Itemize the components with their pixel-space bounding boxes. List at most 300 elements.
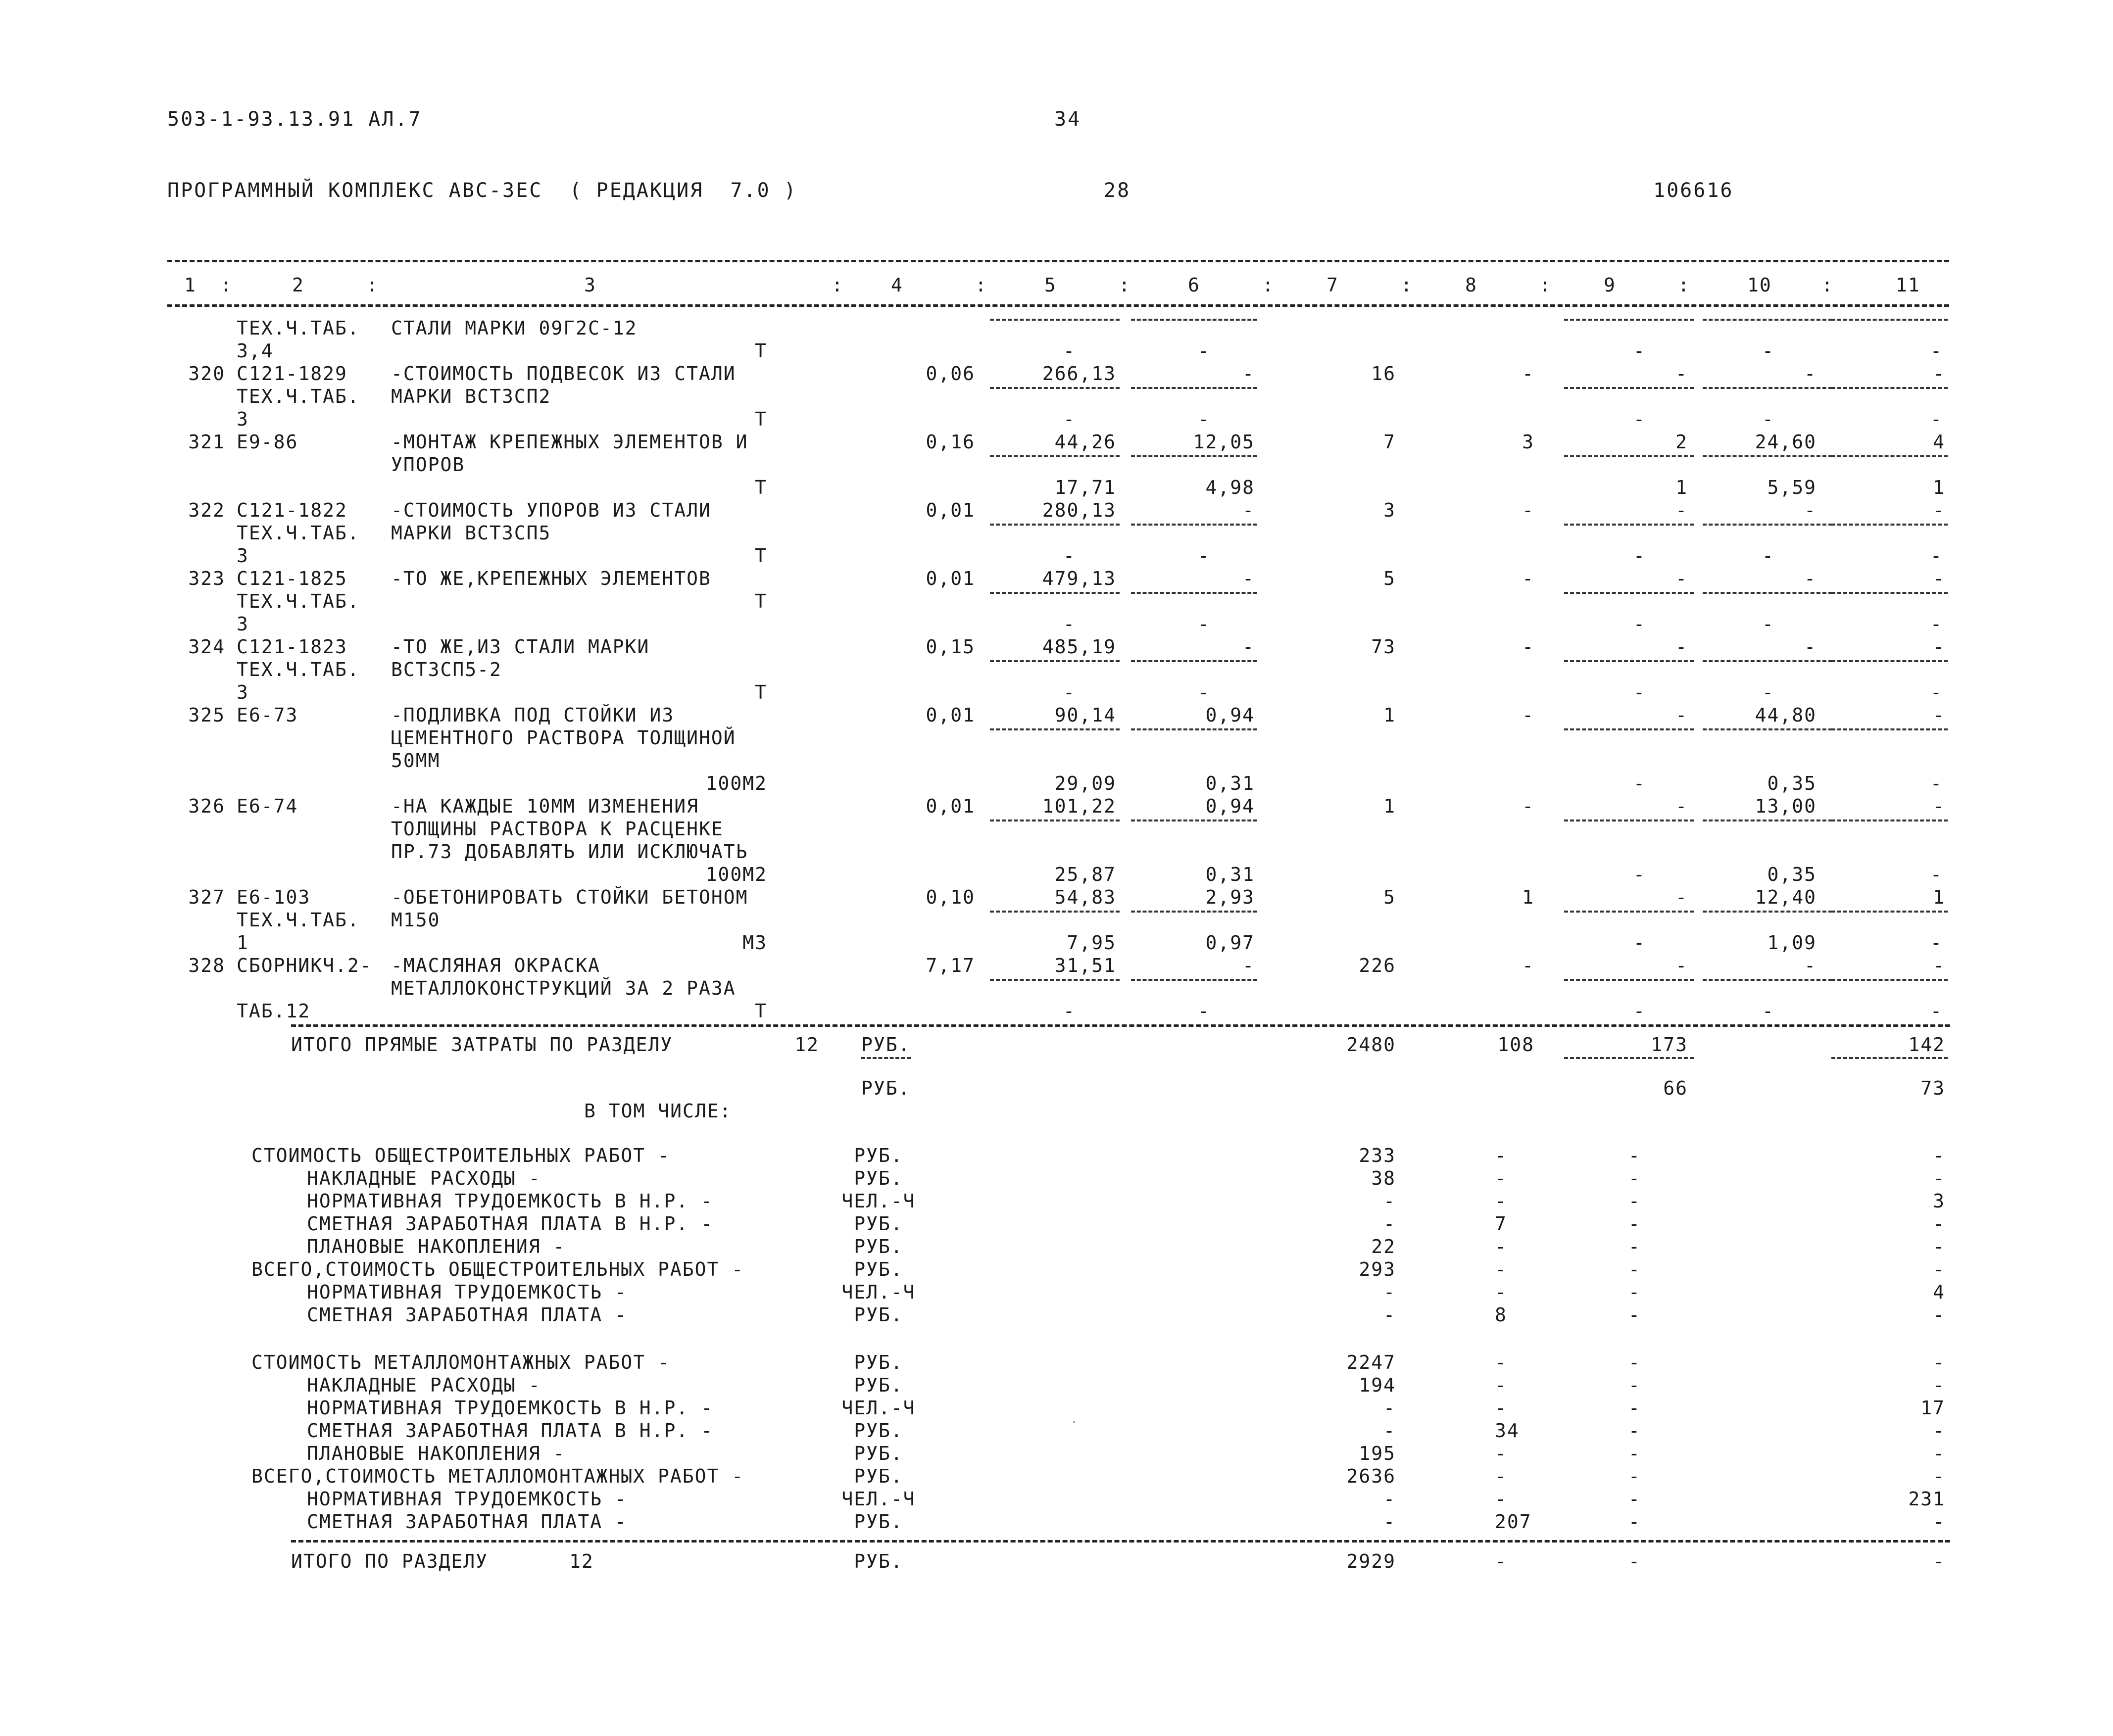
summary-unit: ЧЕЛ.-Ч <box>841 1397 916 1419</box>
sub-dash: - <box>1633 545 1646 567</box>
subline <box>990 455 1120 457</box>
item-desc-cont: ЦЕМЕНТНОГО РАСТВОРА ТОЛЩИНОЙ <box>391 727 736 749</box>
item-desc-cont: МЕТАЛЛОКОНСТРУКЦИЙ ЗА 2 РАЗА <box>391 977 736 999</box>
direct-total-sub-unit: РУБ. <box>861 1077 911 1099</box>
sub-value: 17,71 <box>1054 477 1116 498</box>
summary-v11: 3 <box>1933 1190 1945 1212</box>
summary-v7: - <box>1383 1488 1396 1510</box>
subline <box>990 660 1120 662</box>
summary-label: СМЕТНАЯ ЗАРАБОТНАЯ ПЛАТА В Н.Р. - <box>307 1213 713 1235</box>
section-rule <box>291 1024 1950 1027</box>
summary-unit: РУБ. <box>854 1443 903 1464</box>
summary-v9: - <box>1628 1420 1641 1442</box>
item-v5: 266,13 <box>1042 363 1116 385</box>
item-v7: 16 <box>1371 363 1396 385</box>
summary-unit: РУБ. <box>854 1351 903 1373</box>
item-v10: - <box>1804 363 1817 385</box>
item-code-cont: ТЕХ.Ч.ТАБ. <box>237 386 360 407</box>
summary-v8: - <box>1495 1258 1507 1280</box>
item-unit: 100М2 <box>705 864 767 885</box>
direct-total-v11: 142 <box>1908 1034 1945 1056</box>
subline <box>1831 1057 1948 1059</box>
sub-dash: - <box>1762 1000 1774 1022</box>
item-v11: - <box>1933 955 1945 976</box>
summary-v8: - <box>1495 1167 1507 1189</box>
sub-dash: - <box>1930 681 1943 703</box>
sub-dash: - <box>1930 772 1943 794</box>
sub-dash: - <box>1762 408 1774 430</box>
summary-v8: - <box>1495 1145 1507 1166</box>
summary-v9: - <box>1628 1351 1641 1373</box>
summary-label: СМЕТНАЯ ЗАРАБОТНАЯ ПЛАТА В Н.Р. - <box>307 1420 713 1442</box>
sub-dash: - <box>1198 613 1210 635</box>
section-total-v7: 2929 <box>1346 1550 1396 1572</box>
summary-v8: 207 <box>1495 1511 1532 1533</box>
subline <box>1831 979 1948 981</box>
summary-v9: - <box>1628 1304 1641 1326</box>
sub-dash: - <box>1633 408 1646 430</box>
item-qty: 0,06 <box>926 363 975 385</box>
subline <box>1831 524 1948 526</box>
item-v11: - <box>1933 568 1945 589</box>
summary-v9: - <box>1628 1511 1641 1533</box>
subline <box>1703 728 1832 730</box>
subline <box>1703 387 1832 389</box>
summary-unit: ЧЕЛ.-Ч <box>841 1488 916 1510</box>
subline <box>1131 911 1257 913</box>
summary-label: СТОИМОСТЬ МЕТАЛЛОМОНТАЖНЫХ РАБОТ - <box>251 1351 670 1373</box>
column-header: 5 <box>1044 274 1057 296</box>
doc-code: 503-1-93.13.91 АЛ.7 <box>167 108 422 131</box>
subline <box>1831 319 1948 321</box>
subline <box>1564 1057 1694 1059</box>
summary-v7: - <box>1383 1213 1396 1235</box>
item-desc: -СТОИМОСТЬ ПОДВЕСОК ИЗ СТАЛИ <box>391 363 736 385</box>
item-unit: Т <box>755 590 767 612</box>
item-code-cont: 3 <box>237 613 249 635</box>
item-unit: М3 <box>742 932 767 954</box>
column-separator: : <box>1262 274 1275 296</box>
item-desc-cont: МАРКИ ВСТ3СП5 <box>391 522 551 544</box>
item-code: Е6-73 <box>237 704 298 726</box>
subline <box>1564 387 1694 389</box>
subline <box>1831 455 1948 457</box>
summary-v8: - <box>1495 1351 1507 1373</box>
summary-v9: - <box>1628 1145 1641 1166</box>
item-v6: 12,05 <box>1193 431 1255 453</box>
item-v5: 54,83 <box>1054 886 1116 908</box>
column-header: 4 <box>891 274 903 296</box>
item-code: С121-1829 <box>237 363 347 385</box>
page-number: 34 <box>1054 108 1081 131</box>
item-desc: -СТОИМОСТЬ УПОРОВ ИЗ СТАЛИ <box>391 499 711 521</box>
summary-v11: - <box>1933 1213 1945 1235</box>
sub-dash: - <box>1930 408 1943 430</box>
item-v6: - <box>1242 499 1255 521</box>
item-v8: - <box>1522 795 1534 817</box>
sub-value: 1 <box>1933 477 1945 498</box>
summary-v8: 8 <box>1495 1304 1507 1326</box>
item-unit: Т <box>755 681 767 703</box>
item-desc-cont: УПОРОВ <box>391 454 465 476</box>
subline <box>1564 660 1694 662</box>
direct-total-v8: 108 <box>1497 1034 1534 1056</box>
summary-v8: - <box>1495 1236 1507 1257</box>
summary-v9: - <box>1628 1190 1641 1212</box>
section-total-v9: - <box>1628 1550 1641 1572</box>
sub-dash: - <box>1198 545 1210 567</box>
subline <box>1831 660 1948 662</box>
summary-v8: - <box>1495 1465 1507 1487</box>
item-code: С121-1823 <box>237 636 347 658</box>
summary-v11: - <box>1933 1465 1945 1487</box>
column-header: 10 <box>1747 274 1772 296</box>
sub-value: 29,09 <box>1054 772 1116 794</box>
column-separator: : <box>220 274 233 296</box>
item-qty: 7,17 <box>926 955 975 976</box>
item-v6: - <box>1242 636 1255 658</box>
subline <box>990 387 1120 389</box>
item-v7: 7 <box>1383 431 1396 453</box>
item-code-cont: ТЕХ.Ч.ТАБ. <box>237 317 360 339</box>
summary-unit: ЧЕЛ.-Ч <box>841 1190 916 1212</box>
sub-dash: - <box>1633 1000 1646 1022</box>
sub-dash: - <box>1930 864 1943 885</box>
section-total-section: 12 <box>569 1550 594 1572</box>
item-num: 325 <box>188 704 225 726</box>
summary-v7: - <box>1383 1304 1396 1326</box>
sub-dash: - <box>1762 613 1774 635</box>
item-desc-cont: МАРКИ ВСТ3СП2 <box>391 386 551 407</box>
item-v11: - <box>1933 363 1945 385</box>
summary-v11: - <box>1933 1145 1945 1166</box>
item-qty: 0,15 <box>926 636 975 658</box>
summary-v7: 38 <box>1371 1167 1396 1189</box>
item-v10: - <box>1804 499 1817 521</box>
summary-v8: - <box>1495 1443 1507 1464</box>
summary-v11: - <box>1933 1351 1945 1373</box>
item-v9: - <box>1675 955 1688 976</box>
sub-dash: - <box>1198 681 1210 703</box>
column-separator: : <box>1401 274 1413 296</box>
column-header: 1 <box>184 274 197 296</box>
sub-dash: - <box>1633 864 1646 885</box>
sub-dash: - <box>1633 340 1646 362</box>
item-v5: 485,19 <box>1042 636 1116 658</box>
sub-dash: - <box>1633 613 1646 635</box>
summary-unit: РУБ. <box>854 1511 903 1533</box>
column-header: 7 <box>1327 274 1339 296</box>
summary-v7: - <box>1383 1190 1396 1212</box>
subline <box>1564 820 1694 821</box>
item-v5: 44,26 <box>1054 431 1116 453</box>
column-header: 6 <box>1188 274 1200 296</box>
subline <box>1703 319 1832 321</box>
item-code-cont: 3 <box>237 681 249 703</box>
summary-unit: РУБ. <box>854 1304 903 1326</box>
item-desc: -МОНТАЖ КРЕПЕЖНЫХ ЭЛЕМЕНТОВ И <box>391 431 748 453</box>
summary-v8: 7 <box>1495 1213 1507 1235</box>
doc-number: 106616 <box>1653 179 1734 202</box>
summary-v8: 34 <box>1495 1420 1520 1442</box>
sub-dash: - <box>1063 681 1076 703</box>
item-code: СБОРНИКЧ.2- <box>237 955 372 976</box>
item-v9: 2 <box>1675 431 1688 453</box>
item-v6: 0,94 <box>1205 704 1255 726</box>
section-total-unit: РУБ. <box>854 1550 903 1572</box>
sub-dash: - <box>1930 545 1943 567</box>
item-unit: Т <box>755 545 767 567</box>
item-v5: 479,13 <box>1042 568 1116 589</box>
item-v6: - <box>1242 568 1255 589</box>
section-rule <box>291 1540 1950 1543</box>
summary-v9: - <box>1628 1465 1641 1487</box>
item-num: 321 <box>188 431 225 453</box>
subline <box>990 820 1120 821</box>
item-v9: - <box>1675 499 1688 521</box>
summary-v7: 22 <box>1371 1236 1396 1257</box>
summary-v9: - <box>1628 1488 1641 1510</box>
summary-label: ПЛАНОВЫЕ НАКОПЛЕНИЯ - <box>307 1443 566 1464</box>
item-v11: - <box>1933 704 1945 726</box>
subline <box>1131 319 1257 321</box>
summary-label: НОРМАТИВНАЯ ТРУДОЕМКОСТЬ В Н.Р. - <box>307 1397 713 1419</box>
subline <box>990 592 1120 594</box>
item-v8: 3 <box>1522 431 1534 453</box>
subline <box>1564 592 1694 594</box>
summary-v7: - <box>1383 1511 1396 1533</box>
program-title: ПРОГРАММНЫЙ КОМПЛЕКС АВС-3ЕС ( РЕДАКЦИЯ 7.0 ) <box>167 179 797 202</box>
summary-v9: - <box>1628 1397 1641 1419</box>
summary-unit: РУБ. <box>854 1420 903 1442</box>
subline <box>990 911 1120 913</box>
item-desc: -ТО ЖЕ,КРЕПЕЖНЫХ ЭЛЕМЕНТОВ <box>391 568 711 589</box>
sub-value: 0,35 <box>1767 864 1817 885</box>
item-v8: - <box>1522 955 1534 976</box>
section-total-label: ИТОГО ПО РАЗДЕЛУ <box>291 1550 489 1572</box>
summary-v11: - <box>1933 1304 1945 1326</box>
column-separator: : <box>1539 274 1552 296</box>
item-v8: - <box>1522 363 1534 385</box>
item-v7: 3 <box>1383 499 1396 521</box>
column-header: 9 <box>1604 274 1616 296</box>
summary-v8: - <box>1495 1190 1507 1212</box>
summary-label: ВСЕГО,СТОИМОСТЬ МЕТАЛЛОМОНТАЖНЫХ РАБОТ - <box>251 1465 744 1487</box>
summary-v7: - <box>1383 1281 1396 1303</box>
summary-v9: - <box>1628 1236 1641 1257</box>
table-header-rule <box>167 304 1949 307</box>
item-v7: 1 <box>1383 795 1396 817</box>
sub-dash: - <box>1930 340 1943 362</box>
item-code: Е6-74 <box>237 795 298 817</box>
column-header: 2 <box>292 274 304 296</box>
item-num: 326 <box>188 795 225 817</box>
summary-unit: РУБ. <box>854 1465 903 1487</box>
subline <box>861 1057 911 1059</box>
item-desc: -НА КАЖДЫЕ 10ММ ИЗМЕНЕНИЯ <box>391 795 699 817</box>
subline <box>1131 524 1257 526</box>
item-v8: - <box>1522 568 1534 589</box>
item-v10: 12,40 <box>1755 886 1817 908</box>
sub-dash: - <box>1198 340 1210 362</box>
column-header: 3 <box>584 274 596 296</box>
item-v8: - <box>1522 499 1534 521</box>
item-v9: - <box>1675 568 1688 589</box>
summary-v7: - <box>1383 1420 1396 1442</box>
summary-unit: РУБ. <box>854 1374 903 1396</box>
item-desc: -ПОДЛИВКА ПОД СТОЙКИ ИЗ <box>391 704 675 726</box>
table-top-rule <box>167 260 1949 262</box>
item-code-cont: 3,4 <box>237 340 274 362</box>
summary-unit: ЧЕЛ.-Ч <box>841 1281 916 1303</box>
direct-total-sub-v9: 66 <box>1663 1077 1688 1099</box>
sub-value: 5,59 <box>1767 477 1817 498</box>
item-code: Е9-86 <box>237 431 298 453</box>
sub-dash: - <box>1762 545 1774 567</box>
item-v11: - <box>1933 499 1945 521</box>
direct-total-sub-v11: 73 <box>1920 1077 1945 1099</box>
summary-v9: - <box>1628 1213 1641 1235</box>
subline <box>1131 455 1257 457</box>
summary-label: ВСЕГО,СТОИМОСТЬ ОБЩЕСТРОИТЕЛЬНЫХ РАБОТ - <box>251 1258 744 1280</box>
subline <box>1131 820 1257 821</box>
subline <box>1564 911 1694 913</box>
summary-unit: РУБ. <box>854 1236 903 1257</box>
column-separator: : <box>832 274 844 296</box>
item-v10: 44,80 <box>1755 704 1817 726</box>
item-v8: 1 <box>1522 886 1534 908</box>
item-num: 328 <box>188 955 225 976</box>
section-total-v8: - <box>1495 1550 1507 1572</box>
subline <box>1131 387 1257 389</box>
sub-value: 1,09 <box>1767 932 1817 954</box>
subline <box>990 319 1120 321</box>
summary-v11: - <box>1933 1443 1945 1464</box>
scan-speck <box>1073 1421 1075 1423</box>
item-qty: 0,16 <box>926 431 975 453</box>
item-v7: 5 <box>1383 568 1396 589</box>
subline <box>1831 592 1948 594</box>
item-code-cont: 3 <box>237 545 249 567</box>
column-separator: : <box>1678 274 1690 296</box>
summary-v11: - <box>1933 1167 1945 1189</box>
summary-v7: - <box>1383 1397 1396 1419</box>
item-code: С121-1822 <box>237 499 347 521</box>
item-v11: - <box>1933 636 1945 658</box>
item-v7: 1 <box>1383 704 1396 726</box>
subline <box>1831 820 1948 821</box>
sub-value: 25,87 <box>1054 864 1116 885</box>
direct-total-section: 12 <box>794 1034 819 1056</box>
item-v5: 90,14 <box>1054 704 1116 726</box>
summary-label: НОРМАТИВНАЯ ТРУДОЕМКОСТЬ - <box>307 1281 627 1303</box>
sub-value: 4,98 <box>1205 477 1255 498</box>
sub-dash: - <box>1063 408 1076 430</box>
item-qty: 0,01 <box>926 704 975 726</box>
item-qty: 0,01 <box>926 568 975 589</box>
item-v7: 73 <box>1371 636 1396 658</box>
item-v7: 5 <box>1383 886 1396 908</box>
subline <box>1703 911 1832 913</box>
item-v9: - <box>1675 363 1688 385</box>
item-unit: Т <box>755 477 767 498</box>
item-v6: - <box>1242 363 1255 385</box>
item-v8: - <box>1522 704 1534 726</box>
column-separator: : <box>1821 274 1834 296</box>
summary-v11: 4 <box>1933 1281 1945 1303</box>
summary-v9: - <box>1628 1258 1641 1280</box>
item-v6: 2,93 <box>1205 886 1255 908</box>
subline <box>1564 319 1694 321</box>
item-desc: -МАСЛЯНАЯ ОКРАСКА <box>391 955 600 976</box>
item-code-cont: 3 <box>237 408 249 430</box>
sub-dash: - <box>1063 340 1076 362</box>
item-desc-cont: СТАЛИ МАРКИ 09Г2С-12 <box>391 317 638 339</box>
item-desc-cont: 50ММ <box>391 750 441 772</box>
item-v6: 0,94 <box>1205 795 1255 817</box>
sheet-number: 28 <box>1104 179 1131 202</box>
item-desc-cont: ТОЛЩИНЫ РАСТВОРА К РАСЦЕНКЕ <box>391 818 724 840</box>
sub-dash: - <box>1198 1000 1210 1022</box>
item-num: 320 <box>188 363 225 385</box>
subline <box>990 728 1120 730</box>
direct-total-v7: 2480 <box>1346 1034 1396 1056</box>
summary-v11: - <box>1933 1236 1945 1257</box>
section-total-v11: - <box>1933 1550 1945 1572</box>
summary-v7: 194 <box>1359 1374 1396 1396</box>
summary-v8: - <box>1495 1397 1507 1419</box>
direct-total-label: ИТОГО ПРЯМЫЕ ЗАТРАТЫ ПО РАЗДЕЛУ <box>291 1034 673 1056</box>
item-v6: - <box>1242 955 1255 976</box>
summary-v8: - <box>1495 1374 1507 1396</box>
subline <box>1564 728 1694 730</box>
sub-value: 0,31 <box>1205 864 1255 885</box>
item-code-cont: ТЕХ.Ч.ТАБ. <box>237 659 360 680</box>
summary-label: ПЛАНОВЫЕ НАКОПЛЕНИЯ - <box>307 1236 566 1257</box>
item-num: 322 <box>188 499 225 521</box>
subline <box>1564 979 1694 981</box>
sub-dash: - <box>1633 772 1646 794</box>
summary-v7: 293 <box>1359 1258 1396 1280</box>
column-header: 8 <box>1465 274 1477 296</box>
item-num: 327 <box>188 886 225 908</box>
summary-label: СМЕТНАЯ ЗАРАБОТНАЯ ПЛАТА - <box>307 1304 627 1326</box>
subline <box>1703 524 1832 526</box>
item-code-cont: 1 <box>237 932 249 954</box>
item-unit: Т <box>755 1000 767 1022</box>
item-qty: 0,10 <box>926 886 975 908</box>
summary-label: НАКЛАДНЫЕ РАСХОДЫ - <box>307 1167 541 1189</box>
item-qty: 0,01 <box>926 795 975 817</box>
item-v11: 4 <box>1933 431 1945 453</box>
item-v10: - <box>1804 636 1817 658</box>
item-desc-cont: ВСТ3СП5-2 <box>391 659 502 680</box>
subline <box>1703 455 1832 457</box>
column-separator: : <box>1119 274 1131 296</box>
subline <box>1564 524 1694 526</box>
item-v8: - <box>1522 636 1534 658</box>
item-v5: 101,22 <box>1042 795 1116 817</box>
sub-value: 0,31 <box>1205 772 1255 794</box>
item-v5: 280,13 <box>1042 499 1116 521</box>
item-desc-cont: М150 <box>391 909 441 931</box>
item-code: С121-1825 <box>237 568 347 589</box>
column-separator: : <box>975 274 987 296</box>
item-code-cont: ТАБ.12 <box>237 1000 311 1022</box>
sub-value: 0,35 <box>1767 772 1817 794</box>
sub-dash: - <box>1063 545 1076 567</box>
subline <box>1131 660 1257 662</box>
